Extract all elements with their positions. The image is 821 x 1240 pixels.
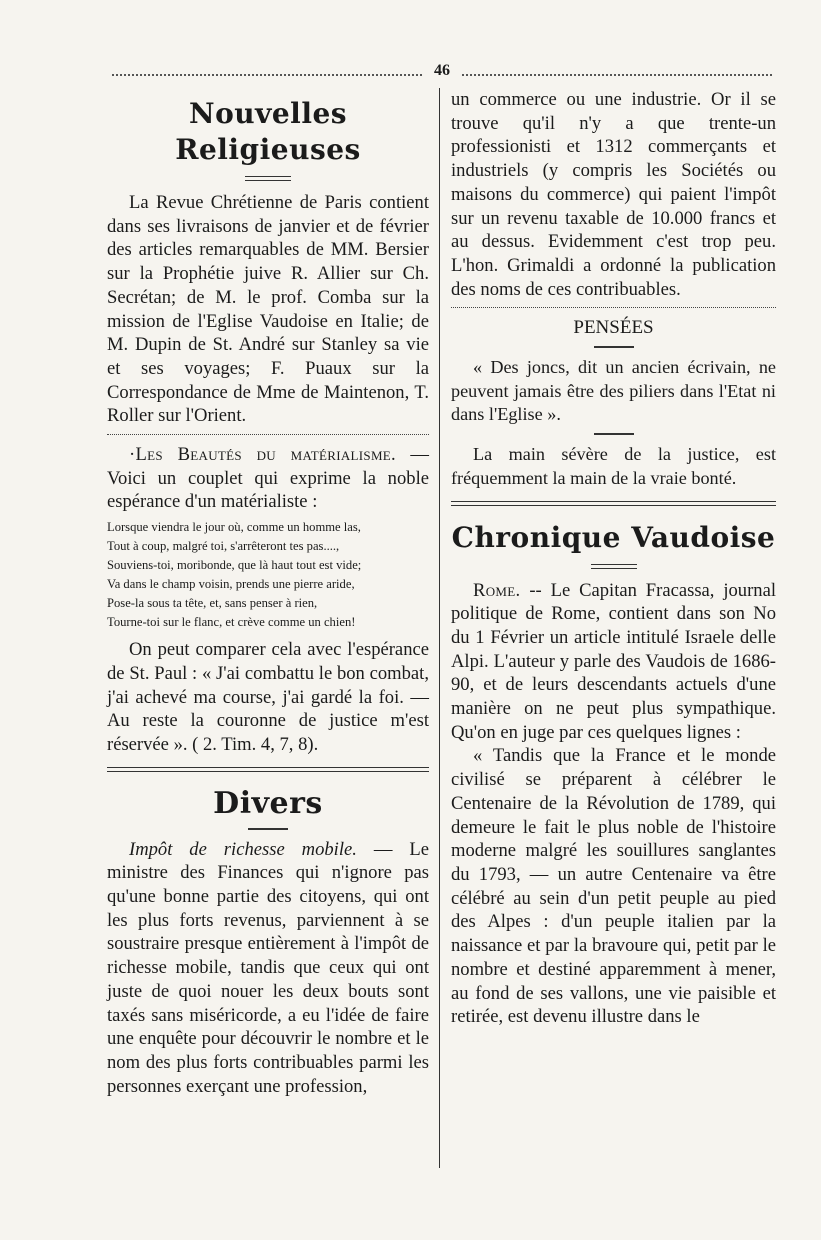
heading-chronique-vaudoise: Chronique Vaudoise: [451, 520, 776, 554]
section-divider: [451, 501, 776, 506]
poem-block: [107, 518, 429, 632]
section-divider: [451, 307, 776, 308]
section-divider: [107, 434, 429, 435]
pensee-1: « Des joncs, dit un ancien écrivain, ne peuvent jamais être des piliers dans l'Etat ni dans l'Eglise ».: [451, 357, 776, 425]
pensee-2: La main sévère de la justice, est fréquemment la main de la vraie bonté.: [451, 444, 776, 488]
poem-line: Lorsque viendra le jour où, comme un homme las,: [107, 520, 361, 535]
poem-line: Pose-la sous ta tête, et, sans penser à rien,: [107, 596, 318, 611]
heading-rule: [594, 346, 634, 348]
paul-paragraph: On peut comparer cela avec l'espérance de St. Paul : « J'ai combattu le bon combat, j'ai achevé ma course, j'ai gardé la foi. — Au reste la couronne de justice m'est réservée ». ( 2. Tim. 4, 7, 8).: [107, 639, 429, 755]
quote-paragraph: « Tandis que la France et le monde civilisé se préparent à célébrer le Centenaire de la Révolution de 1789, qui demeure le fait le plus noble de l'histoire moderne malgré les souillures sanglantes du 1793, — un autre Centenaire va être célébré au sein d'un petit peuple au pied des Alpes : d'un peuple italien par la naissance et par la bravoure qui, petit par le nombre et destiné apparemment à mener, au fond de ses vallons, une vie paisible et retirée, est devenu illustre dans le: [451, 745, 776, 1028]
beautes-text: — Voici un couplet qui exprime la noble espérance d'un matérialiste :: [107, 444, 429, 513]
poem-line: Souviens-toi, moribonde, que là haut tout est vide;: [107, 558, 362, 573]
section-divider: [107, 767, 429, 772]
heading-nouvelles-religieuses: Nouvelles Religieuses: [175, 97, 361, 166]
divers-title: Impôt de richesse mobile.: [129, 838, 357, 860]
poem-line: Tourne-toi sur le flanc, et crève comme un chien!: [107, 615, 356, 630]
header-rule-right: [462, 74, 772, 76]
rome-text: -- Le Capitan Fracassa, journal politique de Rome, contient dans son No du 1 Février un article intitulé Israele delle Alpi. L'auteur y parle des Vaudois de 1686-90, et de leurs descendants actuels d'une manière on ne peut plus sympathique. Qu'on en juge par ces quelques lignes :: [451, 579, 776, 743]
nouvelles-paragraph: La Revue Chrétienne de Paris contient dans ses livraisons de janvier et de février des articles remarquables de MM. Bersier sur la Prophétie juive R. Allier sur Ch. Secrétan; de M. le prof. Comba sur la mission de l'Eglise Vaudoise en Italie; de M. Dupin de St. André sur Stanley sa vie et ses voyages; F. Puaux sur la Correspondance de Mme de Maintenon, T. Roller sur l'Orient.: [107, 192, 429, 427]
left-column: [107, 90, 429, 1098]
page-number: 46: [434, 62, 450, 79]
divers-text: — Le ministre des Finances qui n'ignore pas qu'une bonne partie des citoyens, qui ont les plus forts revenus, parviennent à se soustraire presque entièrement à l'impôt de richesse mobile, tandis que ceux qui ont juste de quoi nouer les deux bouts sont taxés sans miséricorde, a eu l'idée de faire une enquête pour découvrir le nombre et le nom des plus forts contribuables parmi les personnes exerçant une profession,: [107, 838, 429, 1097]
beautes-title: ·Les Beautés du matérialisme.: [129, 444, 397, 466]
right-column: [451, 88, 776, 1029]
heading-rule: [245, 176, 291, 181]
pensee-divider: [594, 433, 634, 435]
divers-continuation: un commerce ou une industrie. Or il se trouve qu'il n'y a que trente-un professionisti et 1312 commerçants et industriels (y compris les Sociétés ou maisons du commerce) qui paient l'impôt sur un revenu taxable de 10.000 francs et au dessus. Evidemment c'est trop peu. L'hon. Grimaldi a ordonné la publication des noms de ces contribuables.: [451, 89, 776, 300]
divers-paragraph: [107, 838, 429, 1099]
pensees-heading: PENSÉES: [573, 317, 654, 339]
page-header: [112, 62, 772, 82]
beautes-paragraph: [107, 443, 429, 514]
header-rule-left: [112, 74, 422, 76]
rome-paragraph: [451, 579, 776, 745]
poem-line: Va dans le champ voisin, prends une pierre aride,: [107, 577, 355, 592]
heading-rule: [248, 828, 288, 830]
heading-rule: [591, 564, 637, 569]
poem-line: Tout à coup, malgré toi, s'arrêteront tes pas....,: [107, 539, 340, 554]
rome-label: Rome.: [473, 579, 521, 601]
heading-divers: Divers: [213, 785, 323, 821]
column-divider: [439, 88, 440, 1168]
